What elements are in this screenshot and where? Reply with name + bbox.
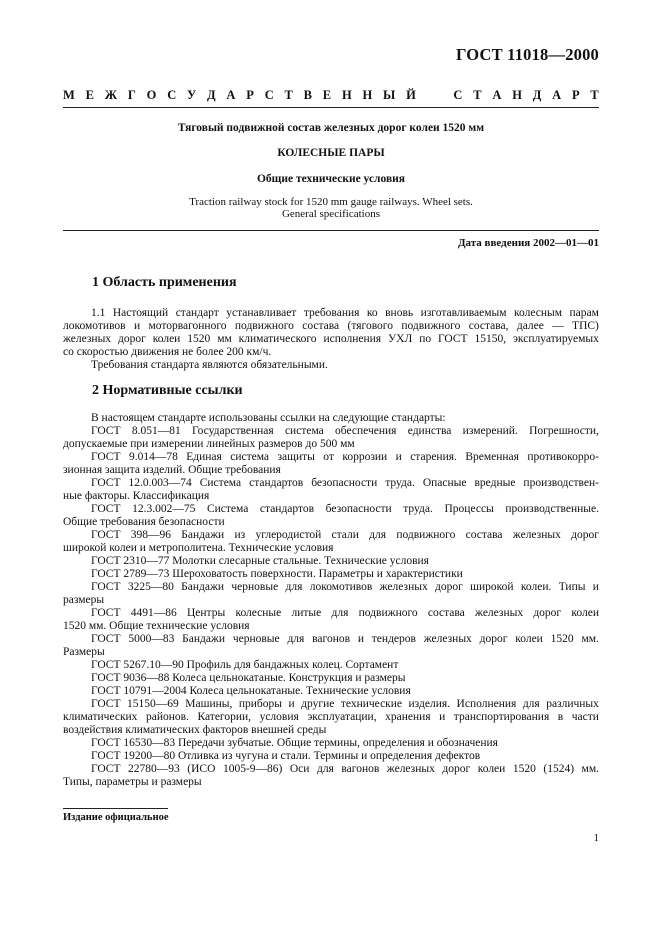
english-title-line: Traction railway stock for 1520 mm gauge railways. Wheel sets.	[189, 196, 473, 208]
reference-line: ные факторы. Классификация	[63, 490, 210, 502]
banner-letter: Т	[284, 88, 293, 102]
banner-letter: А	[552, 88, 562, 102]
official-edition-label: Издание официальное	[63, 812, 169, 823]
title-divider	[63, 230, 599, 231]
introduction-date: Дата введения 2002—01—01	[457, 237, 599, 249]
banner-letter: Н	[512, 88, 522, 102]
banner-letter: Р	[571, 88, 580, 102]
banner-letter: Й	[406, 88, 416, 102]
banner-letter: Д	[207, 88, 216, 102]
banner-letter: Е	[322, 88, 332, 102]
top-divider	[63, 107, 599, 108]
reference-line: ГОСТ 2310—77 Молотки слесарные стальные. Технические условия	[91, 555, 429, 567]
banner-letter: У	[187, 88, 197, 102]
reference-line: ГОСТ 398—96 Бандажи из углеродистой стали для подвижного состава железных дорог	[91, 529, 599, 541]
reference-line: ГОСТ 12.0.003—74 Система стандартов безопасности труда. Опасные вредные производствен-	[91, 477, 599, 489]
banner-letter: С	[453, 88, 463, 102]
reference-line: 1520 мм. Общие технические условия	[63, 620, 250, 632]
reference-line: ГОСТ 2789—73 Шероховатость поверхности. Параметры и характеристики	[91, 568, 463, 580]
english-title	[63, 196, 599, 220]
banner-letter: Е	[85, 88, 94, 102]
reference-line: ГОСТ 5267.10—90 Профиль для бандажных колец. Сортамент	[91, 659, 399, 671]
banner-letter: С	[264, 88, 274, 102]
reference-line: Общие требования безопасности	[63, 516, 225, 528]
section-1-paragraph-1	[63, 307, 599, 359]
document-title: Тяговый подвижной состав железных дорог колеи 1520 мм	[177, 122, 485, 134]
reference-line: ГОСТ 8.051—81 Государственная система обеспечения единства измерений. Погрешности,	[91, 425, 599, 437]
banner-letter: Т	[590, 88, 599, 102]
page-number: 1	[593, 832, 599, 844]
banner-letter: Н	[362, 88, 373, 102]
banner-letter: Т	[473, 88, 482, 102]
reference-line: ГОСТ 22780—93 (ИСО 1005-9—86) Оси для вагонов железных дорог колеи 1520 (1524) мм.	[91, 763, 599, 775]
section-1-heading: 1 Область применения	[92, 275, 237, 290]
reference-line: Типы, параметры и размеры	[63, 776, 202, 788]
paragraph-line: железных дорог колеи 1520 мм климатического исполнения УХЛ по ГОСТ 15150, эксплуатируемых	[63, 333, 599, 345]
banner-gap	[427, 88, 443, 103]
section-2-heading: 2 Нормативные ссылки	[92, 383, 243, 398]
section-2-body	[63, 412, 599, 789]
reference-line: Размеры	[63, 646, 105, 658]
banner-letter: А	[492, 88, 502, 102]
english-title-line: General specifications	[281, 208, 381, 220]
banner-letter: В	[303, 88, 312, 102]
reference-line: ГОСТ 9036—88 Колеса цельнокатаные. Конструкция и размеры	[91, 672, 406, 684]
reference-line: ГОСТ 3225—80 Бандажи черновые для локомотивов железных дорог широкой колеи. Типы и	[91, 581, 599, 593]
section-1-paragraph-2: Требования стандарта являются обязательными.	[91, 359, 328, 371]
document-subject: КОЛЕСНЫЕ ПАРЫ	[277, 147, 385, 159]
reference-line: В настоящем стандарте использованы ссылки на следующие стандарты:	[91, 412, 446, 424]
standard-banner	[63, 88, 599, 103]
paragraph-line: со скоростью движения не более 200 км/ч.	[63, 346, 272, 358]
reference-line: воздействия климатических факторов внешней среды	[63, 724, 327, 736]
reference-line: ГОСТ 16530—83 Передачи зубчатые. Общие термины, определения и обозначения	[91, 737, 498, 749]
document-code: ГОСТ 11018—2000	[455, 45, 599, 64]
paragraph-line: локомотивов и моторвагонного подвижного состава (тягового подвижного состава, далее — ТПС)	[63, 320, 599, 332]
reference-line: ГОСТ 5000—83 Бандажи черновые для вагонов и тендеров железных дорог колеи 1520 мм.	[91, 633, 599, 645]
section-1-body	[63, 307, 599, 372]
reference-line: допускаемые при измерении линейных размеров до 500 мм	[63, 438, 355, 450]
banner-letter: А	[226, 88, 236, 102]
reference-line: климатических районов. Категории, условия эксплуатации, хранения и транспортирования в части	[63, 711, 599, 723]
banner-letter: Д	[532, 88, 542, 102]
banner-letter: Н	[341, 88, 352, 102]
banner-letter: Ж	[104, 88, 118, 102]
paragraph-line: 1.1 Настоящий стандарт устанавливает требования ко вновь изготавливаемым колесным парам	[91, 307, 599, 319]
banner-letter: Г	[127, 88, 136, 102]
reference-line: ГОСТ 10791—2004 Колеса цельнокатаные. Технические условия	[91, 685, 411, 697]
reference-line: ГОСТ 9.014—78 Единая система защиты от коррозии и старения. Временная противокорро-	[91, 451, 599, 463]
reference-line: ГОСТ 15150—69 Машины, приборы и другие технические изделия. Исполнения для различных	[91, 698, 599, 710]
reference-line: зионная защита изделий. Общие требования	[63, 464, 281, 476]
reference-line: широкой колеи и метрополитена. Технические условия	[63, 542, 334, 554]
banner-letter: Р	[246, 88, 254, 102]
document-part-title: Общие технические условия	[256, 173, 406, 185]
reference-line: ГОСТ 4491—86 Центры колесные литые для подвижного состава железных дорог колеи	[91, 607, 599, 619]
banner-letter: Ы	[383, 88, 396, 102]
banner-letter: М	[63, 88, 75, 102]
reference-line: ГОСТ 19200—80 Отливка из чугуна и стали. Термины и определения дефектов	[91, 750, 481, 762]
reference-line: ГОСТ 12.3.002—75 Система стандартов безопасности труда. Процессы производственные.	[91, 503, 599, 515]
reference-line: размеры	[63, 594, 105, 606]
banner-letter: С	[167, 88, 177, 102]
banner-letter: О	[146, 88, 157, 102]
footer-divider	[63, 808, 168, 809]
